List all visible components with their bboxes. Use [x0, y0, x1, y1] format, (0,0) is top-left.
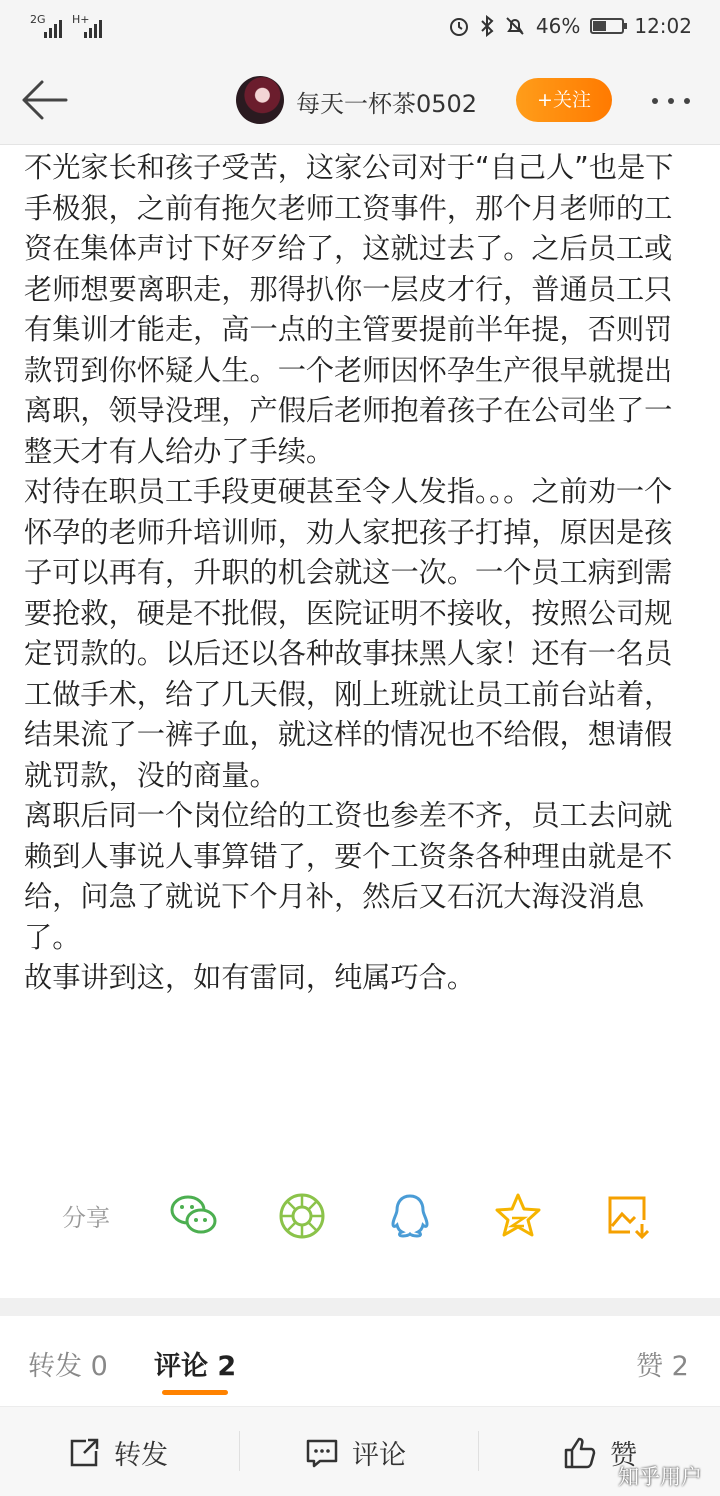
- paragraph: 故事讲到这，如有雷同，纯属巧合。: [24, 961, 476, 994]
- qq-icon[interactable]: [384, 1190, 436, 1242]
- repost-button[interactable]: [66, 1433, 168, 1472]
- signal-strength-icon-2: [84, 18, 110, 38]
- comment-button[interactable]: [304, 1433, 406, 1472]
- watermark: 知乎用户: [618, 1465, 702, 1489]
- network-type-hplus: H+: [72, 13, 90, 26]
- repost-label: 转发: [114, 1440, 168, 1471]
- section-divider: [0, 1298, 720, 1316]
- username[interactable]: 每天一杯茶0502: [296, 90, 478, 118]
- battery-icon: [590, 18, 624, 34]
- signal-strength-icon: [44, 18, 70, 38]
- wechat-icon[interactable]: [168, 1190, 220, 1242]
- action-separator: [478, 1431, 479, 1471]
- like-label: 赞: [610, 1440, 637, 1471]
- comment-icon: [304, 1435, 340, 1471]
- bluetooth-icon: [480, 15, 494, 37]
- more-options-icon[interactable]: [652, 98, 690, 104]
- top-bar: [0, 56, 720, 145]
- share-row: [0, 1176, 720, 1256]
- paragraph: 对待在职员工手段更硬甚至令人发指。。。之前劝一个怀孕的老师升培训师，劝人家把孩子打掉，原因是孩子可以再有，升职的机会就这一次。一个员工病到需要抢救，硬是不批假，医院证明不接收，按照公司规定罚款的。以后还以各种故事抹黑人家！还有一名员工做手术，给了几天假，刚上班就让员工前台站着，结果流了一裤子血，就这样的情况也不给假，想请假就罚款，没的商量。: [24, 475, 673, 792]
- avatar[interactable]: [236, 76, 284, 124]
- action-separator: [239, 1431, 240, 1471]
- save-image-icon[interactable]: [602, 1190, 654, 1242]
- battery-percent: 46%: [535, 14, 581, 38]
- follow-button[interactable]: +关注: [516, 78, 612, 122]
- alarm-icon: [448, 15, 470, 37]
- battery-fill: [593, 21, 606, 31]
- back-arrow-icon[interactable]: [18, 74, 70, 126]
- repost-icon: [66, 1435, 102, 1471]
- comment-label: 评论: [352, 1440, 406, 1471]
- clock: 12:02: [634, 14, 692, 38]
- status-right: [448, 14, 692, 38]
- bottom-action-bar: [0, 1407, 720, 1496]
- engagement-tabs: [0, 1316, 720, 1406]
- paragraph: 离职后同一个岗位给的工资也参差不齐，员工去问就赖到人事说人事算错了，要个工资条各种理由就是不给，问急了就说下个月补，然后又石沉大海没消息了。: [24, 799, 673, 954]
- tab-like[interactable]: 赞 2: [636, 1351, 689, 1382]
- thumbs-up-icon: [562, 1435, 598, 1471]
- active-tab-indicator: [162, 1390, 228, 1395]
- post-body: [24, 148, 700, 999]
- network-type-2g: 2G: [30, 13, 46, 26]
- mute-icon: [504, 15, 526, 37]
- tab-comment[interactable]: 评论 2: [154, 1351, 237, 1382]
- qzone-icon[interactable]: [492, 1190, 544, 1242]
- moments-icon[interactable]: [276, 1190, 328, 1242]
- tab-repost[interactable]: 转发 0: [28, 1351, 108, 1382]
- status-bar: [0, 0, 720, 56]
- paragraph: 不光家长和孩子受苦，这家公司对于“自己人”也是下手极狠，之前有拖欠老师工资事件，那个月老师的工资在集体声讨下好歹给了，这就过去了。之后员工或老师想要离职走，那得扒你一层皮才行，普通员工只有集训才能走，高一点的主管要提前半年提，否则罚款罚到你怀疑人生。一个老师因怀孕生产很早就提出离职，领导没理，产假后老师抱着孩子在公司坐了一整天才有人给办了手续。: [24, 151, 674, 468]
- share-label: 分享: [62, 1204, 110, 1232]
